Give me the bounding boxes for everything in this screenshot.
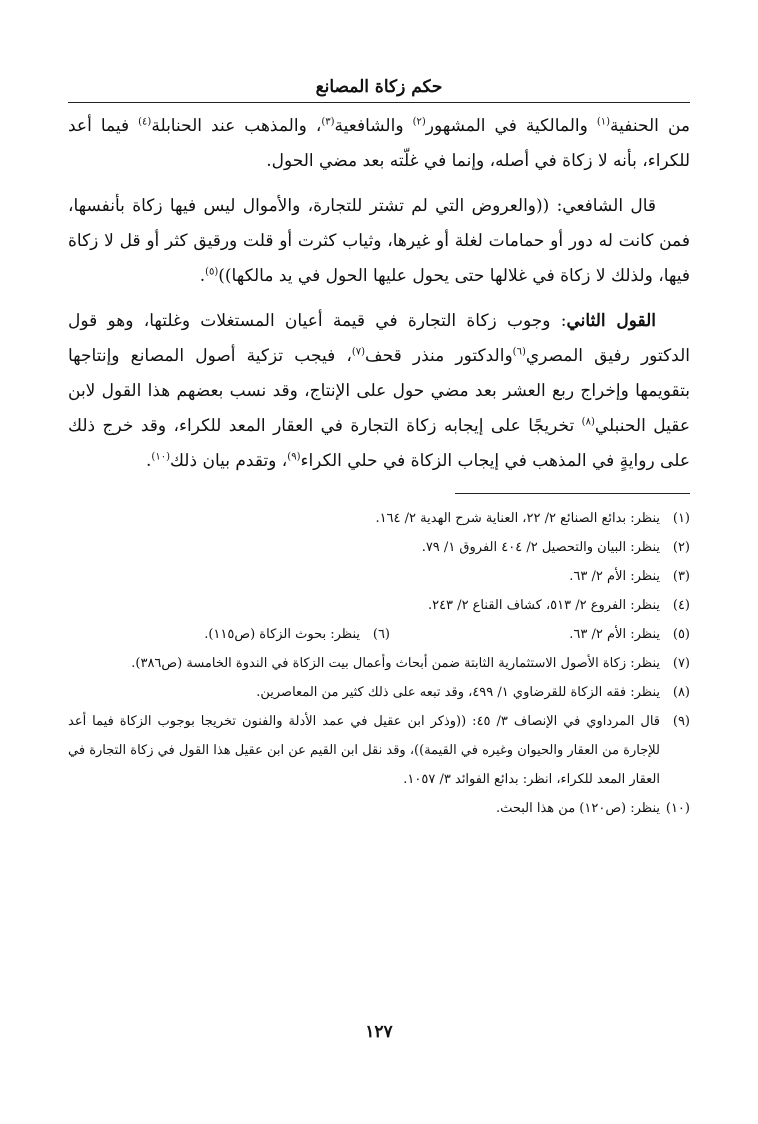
text-segment: ، وتقدم بيان ذلك [169, 451, 288, 471]
footnote-10 [68, 794, 690, 823]
footnote-ref: (٥) [205, 266, 219, 278]
footnote-text: ينظر: (ص١٢٠) من هذا البحث. [495, 801, 660, 816]
footnote-separator [455, 493, 690, 494]
text-segment: فيما أعد للكراء، بأنه لا زكاة في أصله، وإنما في غلّته بعد مضي الحول. [68, 116, 690, 171]
text-segment: والمالكية في المشهور [425, 116, 597, 136]
footnote-number: (١٠) [665, 801, 690, 816]
footnote-1 [68, 504, 690, 533]
footnote-ref: (٤) [138, 116, 152, 128]
footnote-number: (٤) [672, 598, 690, 613]
footnote-4 [68, 591, 690, 620]
footnote-text: ينظر: الأم ٢/ ٦٣. [569, 569, 660, 584]
text-segment: والدكتور منذر قحف [365, 346, 513, 366]
book-page [68, 72, 690, 1112]
text-segment: : وجوب زكاة التجارة في قيمة أعيان المستغلات وغلتها، وهو قول الدكتور رفيق المصري [68, 311, 690, 366]
running-header: حكم زكاة المصانع [315, 77, 443, 97]
main-text [68, 109, 690, 479]
text-segment: والشافعية [334, 116, 413, 136]
footnote-ref: (٣) [321, 116, 335, 128]
footnote-2 [68, 533, 690, 562]
footnote-ref: (٩) [287, 451, 301, 463]
paragraph-2 [68, 189, 690, 294]
footnote-ref: (١٠) [151, 451, 170, 463]
footnote-7 [68, 649, 690, 678]
footnote-number: (١) [672, 511, 690, 526]
page-number: ١٢٧ [365, 1022, 393, 1042]
footnote-3 [68, 562, 690, 591]
footnote-text: ينظر: بدائع الصنائع ٢/ ٢٢، العناية شرح الهدية ٢/ ١٦٤. [375, 511, 660, 526]
header-rule [68, 102, 690, 103]
footnote-text: ينظر: الأم ٢/ ٦٣. [569, 627, 660, 642]
footnote-number: (٥) [672, 627, 690, 642]
text-segment: ، فيجب تزكية أصول المصانع وإنتاجها بتقويمها وإخراج ربع العشر بعد مضي حول على الإنتاج، وقد نسب بعضهم هذا القول لابن عقيل الحنبلي [68, 346, 690, 436]
text-segment: قال الشافعي: ((والعروض التي لم تشتر للتجارة، والأموال ليس فيها زكاة بأنفسها، فمن كانت له دور أو حمامات لغلة أو غيرها، وثياب كثرت أو قلت ورقيق كثر أو قل لا زكاة فيها، ولذلك لا زكاة في غلالها حتى يحول عليها الحول في يد مالكها)) [68, 196, 690, 286]
footnote-text: ينظر: الفروع ٢/ ٥١٣، كشاف القناع ٢/ ٢٤٣. [427, 598, 660, 613]
footnote-number: (٩) [672, 714, 690, 729]
text-segment: تخريجًا على إيجابه زكاة التجارة في العقار المعد للكراء، وقد خرج ذلك على روايةٍ في المذهب في إيجاب الزكاة في حلي الكراء [68, 416, 690, 471]
footnote-ref: (٨) [581, 416, 595, 428]
footnote-text: قال المرداوي في الإنصاف ٣/ ٤٥: ((وذكر ابن عقيل في عمد الأدلة والفنون تخريجا بوجوب الزكاة فيما أعد للإجارة من العقار والحيوان وغيره في القيمة))، وقد نقل ابن القيم عن ابن عقيل هذا القول في زكاة التجارة في العقار المعد للكراء، انظر: بدائع الفوائد ٣/ ١٠٥٧. [68, 714, 661, 787]
footnote-ref: (٢) [412, 116, 426, 128]
footnote-number: (٧) [672, 656, 690, 671]
footnote-6 [90, 620, 390, 649]
footnote-text: ينظر: البيان والتحصيل ٢/ ٤٠٤ الفروق ١/ ٧٩. [421, 540, 660, 555]
footnote-number: (٨) [672, 685, 690, 700]
footnote-ref: (٦) [512, 346, 526, 358]
footnote-number: (٦) [372, 627, 390, 642]
text-segment: ، والمذهب عند الحنابلة [151, 116, 322, 136]
text-segment: من الحنفية [610, 116, 690, 136]
footnote-text: ينظر: زكاة الأصول الاستثمارية الثابتة ضمن أبحاث وأعمال بيت الزكاة في الندوة الخامسة (ص٣٨٦). [131, 656, 660, 671]
footnote-8 [68, 678, 690, 707]
footnote-text: ينظر: فقه الزكاة للقرضاوي ١/ ٤٩٩، وقد تبعه على ذلك كثير من المعاصرين. [256, 685, 660, 700]
section-lead-term: القول الثاني [566, 311, 656, 331]
footnote-text: ينظر: بحوث الزكاة (ص١١٥). [204, 627, 360, 642]
paragraph-3 [68, 304, 690, 479]
paragraph-1 [68, 109, 690, 179]
text-segment: . [146, 451, 152, 471]
text-segment: . [199, 266, 206, 286]
footnote-number: (٣) [672, 569, 690, 584]
footnote-pair [68, 620, 690, 649]
footnote-ref: (٧) [351, 346, 366, 358]
footnote-9 [68, 707, 690, 794]
footnotes [68, 504, 690, 823]
footnote-number: (٢) [672, 540, 690, 555]
footnote-5 [390, 620, 690, 649]
footnote-ref: (١) [596, 116, 611, 128]
